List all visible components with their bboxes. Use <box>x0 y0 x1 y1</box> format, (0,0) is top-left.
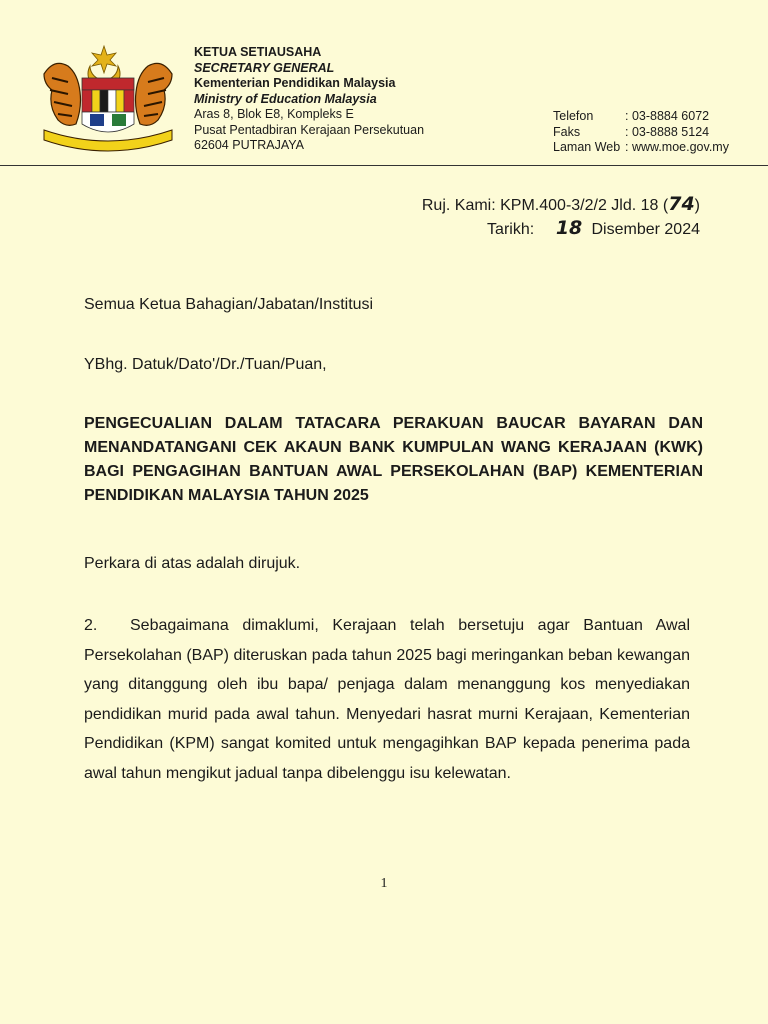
contact-value: : 03-8888 5124 <box>625 124 710 139</box>
contact-label: Telefon <box>553 109 594 123</box>
contact-row-website <box>553 140 729 156</box>
secretary-general-title-ms: KETUA SETIAUSAHA <box>194 45 322 59</box>
paragraph-text: Sebagaimana dimaklumi, Kerajaan telah bersetuju agar Bantuan Awal Persekolahan (BAP) diteruskan pada tahun 2025 bagi meringankan beban kewangan yang ditanggung oleh ibu bapa/ penjaga dalam menanggung kos menyediakan pendidikan murid pada awal tahun. Menyedari hasrat murni Kerajaan, Kementerian Pendidikan (KPM) sangat komited untuk mengagihkan BAP kepada penerima pada awal tahun mengikut jadual tanpa dibelenggu isu kelewatan. <box>84 617 690 782</box>
contact-label: Faks <box>553 124 581 139</box>
contact-value: : 03-8884 6072 <box>625 109 710 123</box>
reference-number-line <box>422 193 700 217</box>
letterhead-divider <box>0 165 768 166</box>
address-line-3: 62604 PUTRAJAYA <box>194 138 305 152</box>
ruj-handwritten-number: 74 <box>668 193 695 215</box>
date-line <box>422 217 700 241</box>
intro-sentence: Perkara di atas adalah dirujuk. <box>84 555 301 572</box>
reference-block <box>422 193 700 241</box>
ministry-name-ms: Kementerian Pendidikan Malaysia <box>194 76 396 90</box>
contact-row-telefon <box>553 109 729 125</box>
tarikh-handwritten-day: 18 <box>555 217 583 239</box>
tarikh-label: Tarikh: <box>487 221 535 238</box>
ruj-label: Ruj. Kami: <box>421 197 496 214</box>
contact-row-faks <box>553 125 729 141</box>
ruj-close: ) <box>694 197 700 214</box>
page-number: 1 <box>380 876 388 891</box>
address-line-1: Aras 8, Blok E8, Kompleks E <box>194 107 354 121</box>
recipient: Semua Ketua Bahagian/Jabatan/Institusi <box>84 296 374 313</box>
salutation: YBhg. Datuk/Dato'/Dr./Tuan/Puan, <box>84 356 327 373</box>
ministry-name-en: Ministry of Education Malaysia <box>194 91 377 106</box>
ruj-value: KPM.400-3/2/2 Jld. 18 ( <box>500 197 669 214</box>
tarikh-month-year: Disember 2024 <box>591 221 700 238</box>
paragraph-2 <box>84 611 690 788</box>
contact-label: Laman Web <box>553 140 621 154</box>
contact-details <box>553 109 729 156</box>
letterhead <box>194 45 424 154</box>
subject-heading: PENGECUALIAN DALAM TATACARA PERAKUAN BAUCAR BAYARAN DAN MENANDATANGANI CEK AKAUN BANK KUMPULAN WANG KERAJAAN (KWK) BAGI PENGAGIHAN BANTUAN AWAL PERSEKOLAHAN (BAP) KEMENTERIAN PENDIDIKAN MALAYSIA TAHUN 2025 <box>84 415 703 504</box>
address-line-2: Pusat Pentadbiran Kerajaan Persekutuan <box>194 122 425 137</box>
malaysia-coat-of-arms-icon <box>38 44 178 152</box>
secretary-general-title-en: SECRETARY GENERAL <box>194 60 335 75</box>
paragraph-number: 2. <box>84 617 98 634</box>
contact-value: : www.moe.gov.my <box>625 140 729 154</box>
